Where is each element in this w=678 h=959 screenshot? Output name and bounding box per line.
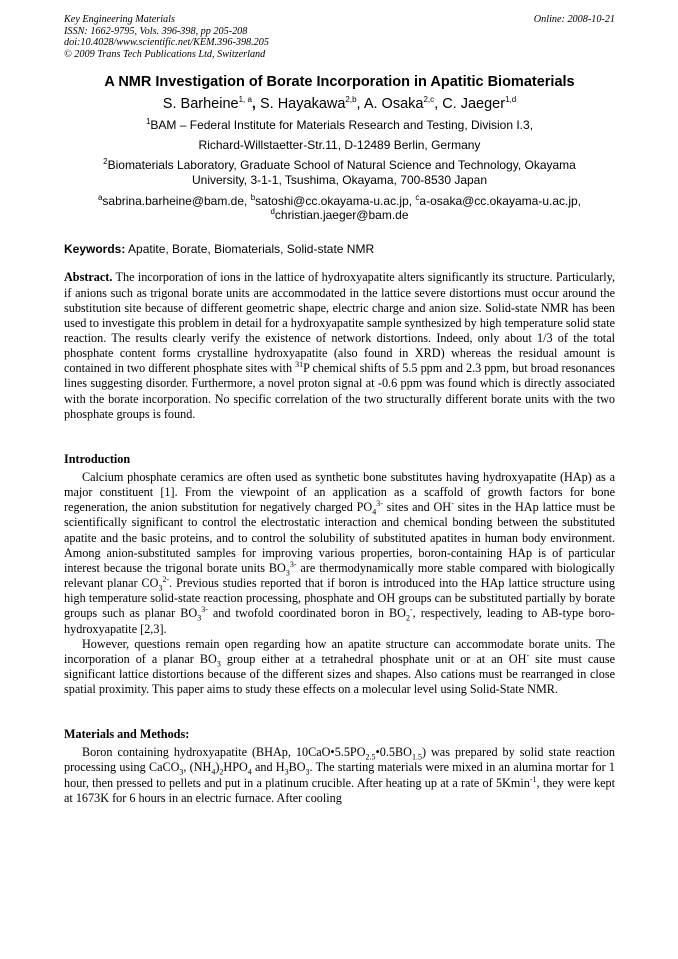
author-name: S. Hayakawa: [259, 96, 346, 113]
abstract-label: Abstract.: [64, 270, 113, 285]
author-superscript: 2,c: [423, 95, 435, 105]
copyright-line: © 2009 Trans Tech Publications Ltd, Switzerland: [64, 48, 266, 60]
keywords-text: Apatite, Borate, Biomaterials, Solid-state NMR: [128, 242, 375, 257]
author-name: S. Barheine: [162, 96, 239, 113]
methods-paragraph: Boron containing hydroxyapatite (BHAp, $10CaO•5.5PO_{2.5}•0.5BO_{1.5}$) was prepared by solid state reaction processing using CaCO$_3$, $(NH_4)_2HPO_4$ and $H_3BO_3$. The starting materials were mixed in an alumina mortar for 1 hour, then pressed to pellets and put in a platinum crucible. After heating up at a rate of 5Kmin$^{-1}$, they were kept at 1673K for 6 hours in an electric furnace. After cooling: [64, 745, 615, 805]
doi-line: doi:10.4028/www.scientific.net/KEM.396-398.205: [64, 37, 269, 49]
author-emails: $^a$sabrina.barheine@bam.de, $^b$satoshi@cc.okayama-u.ac.jp, $^c$a-osaka@cc.okayama-u.ac.jp, $^d$christian.jaeger@bam.de: [97, 193, 582, 223]
author-name: C. Jaeger: [442, 96, 506, 113]
affiliation-2: $^2$Biomaterials Laboratory, Graduate School of Natural Science and Technology, Okayama University, 3-1-1, Tsushima, Okayama, 700-8530 Japan: [103, 157, 576, 188]
abstract: Abstract. The incorporation of ions in the lattice of hydroxyapatite alters significantly its structure. Particularly, if anions such as trigonal borate units are accommodated in the lattice severe distortions must occur around the substitution site because of different geometric shape, electric charge and anion size. Solid-state NMR has been used to investigate this problem in detail for a hydroxyapatite sample synthesized by high temperature solid state reaction. The results clearly verify the existence of network distortions. Indeed, only about 1/3 of the total phosphate content forms crystalline hydroxyapatite (also found in XRD) whereas the residual amount is contained in two different phosphate sites with $^{31}$P chemical shifts of 5.5 ppm and 2.3 ppm, but broad resonances lines suggesting disorder. Furthermore, a novel proton signal at -0.6 ppm was found which is directly associated with the borate incorporation. No specific correlation of the two structurally different borate units with the two phosphate groups is found.: [64, 270, 616, 421]
paper-page: [64, 14, 615, 806]
keywords: [64, 242, 615, 257]
introduction-heading: Introduction: [64, 451, 131, 466]
author-superscript: 2,b: [345, 95, 357, 105]
paper-title: A NMR Investigation of Borate Incorporation in Apatitic Biomaterials: [104, 74, 575, 91]
keywords-label: Keywords:: [64, 242, 126, 257]
author-name: A. Osaka: [363, 96, 424, 113]
email-link[interactable]: christian.jaeger@bam.de: [274, 208, 409, 223]
email-link[interactable]: a-osaka@cc.okayama-u.ac.jp,: [419, 194, 582, 209]
affiliation-1: $^1$BAM – Federal Institute for Materials Research and Testing, Division I.3, Richard-Willstaetter-Str.11, D-12489 Berlin, Germany: [145, 117, 534, 153]
author-superscript: 1, a: [238, 95, 252, 105]
introduction-paragraph: Calcium phosphate ceramics are often used as synthetic bone substitutes having hydroxyapatite (HAp) as a major constituent [1]. From the viewpoint of an application as a scaffold of growth factors for bone regeneration, the anion substitution for negatively charged $PO_4^{3-}$ sites and OH- sites in the HAp lattice must be scientifically significant to control the electrostatic interaction and chemical bonding between the substituted apatite and the basic proteins, and to control the solubility of substituted apatites in human body environment. Among anion-substituted samples for improving various properties, boron-containing HAp is of particular interest because the trigonal borate units $BO_3^{3-}$ are thermodynamically more stable compared with biologically relevant planar $CO_3^{2-}$. Previous studies reported that if boron is introduced into the HAp lattice structure using high temperature solid-state reaction processing, phosphate and OH groups can be substituted partially by borate groups such as planar $BO_3^{3-}$ and twofold coordinated boron in $BO_2^-$, respectively, leading to AB-type boro-hydroxyapatite [2,3].: [64, 469, 615, 636]
email-link[interactable]: sabrina.barheine@bam.de,: [102, 194, 248, 209]
author-list: S. Barheine$^{1, a}$, S. Hayakawa$^{2,b}$, A. Osaka$^{2,c}$, C. Jaeger$^{1,d}$: [162, 95, 517, 113]
issn-line: ISSN: 1662-9795, Vols. 396-398, pp 205-208: [64, 25, 248, 37]
email-link[interactable]: satoshi@cc.okayama-u.ac.jp,: [255, 194, 413, 209]
author-superscript: 1,d: [505, 95, 517, 105]
methods-heading: Materials and Methods:: [64, 727, 190, 742]
introduction-paragraph: However, questions remain open regarding how an apatite structure can accommodate borate units. The incorporation of a planar $BO_3$ group either at a tetrahedral phosphate unit or at an OH- site must cause significant lattice distortions because of the different sizes and shapes. Also cations must be rearranged in close spatial proximity. This paper aims to study these effects on a molecular level using Solid-State NMR.: [64, 636, 615, 697]
online-date: Online: 2008-10-21: [533, 14, 615, 25]
journal-name: Key Engineering Materials: [64, 14, 175, 25]
running-header: [64, 14, 615, 60]
